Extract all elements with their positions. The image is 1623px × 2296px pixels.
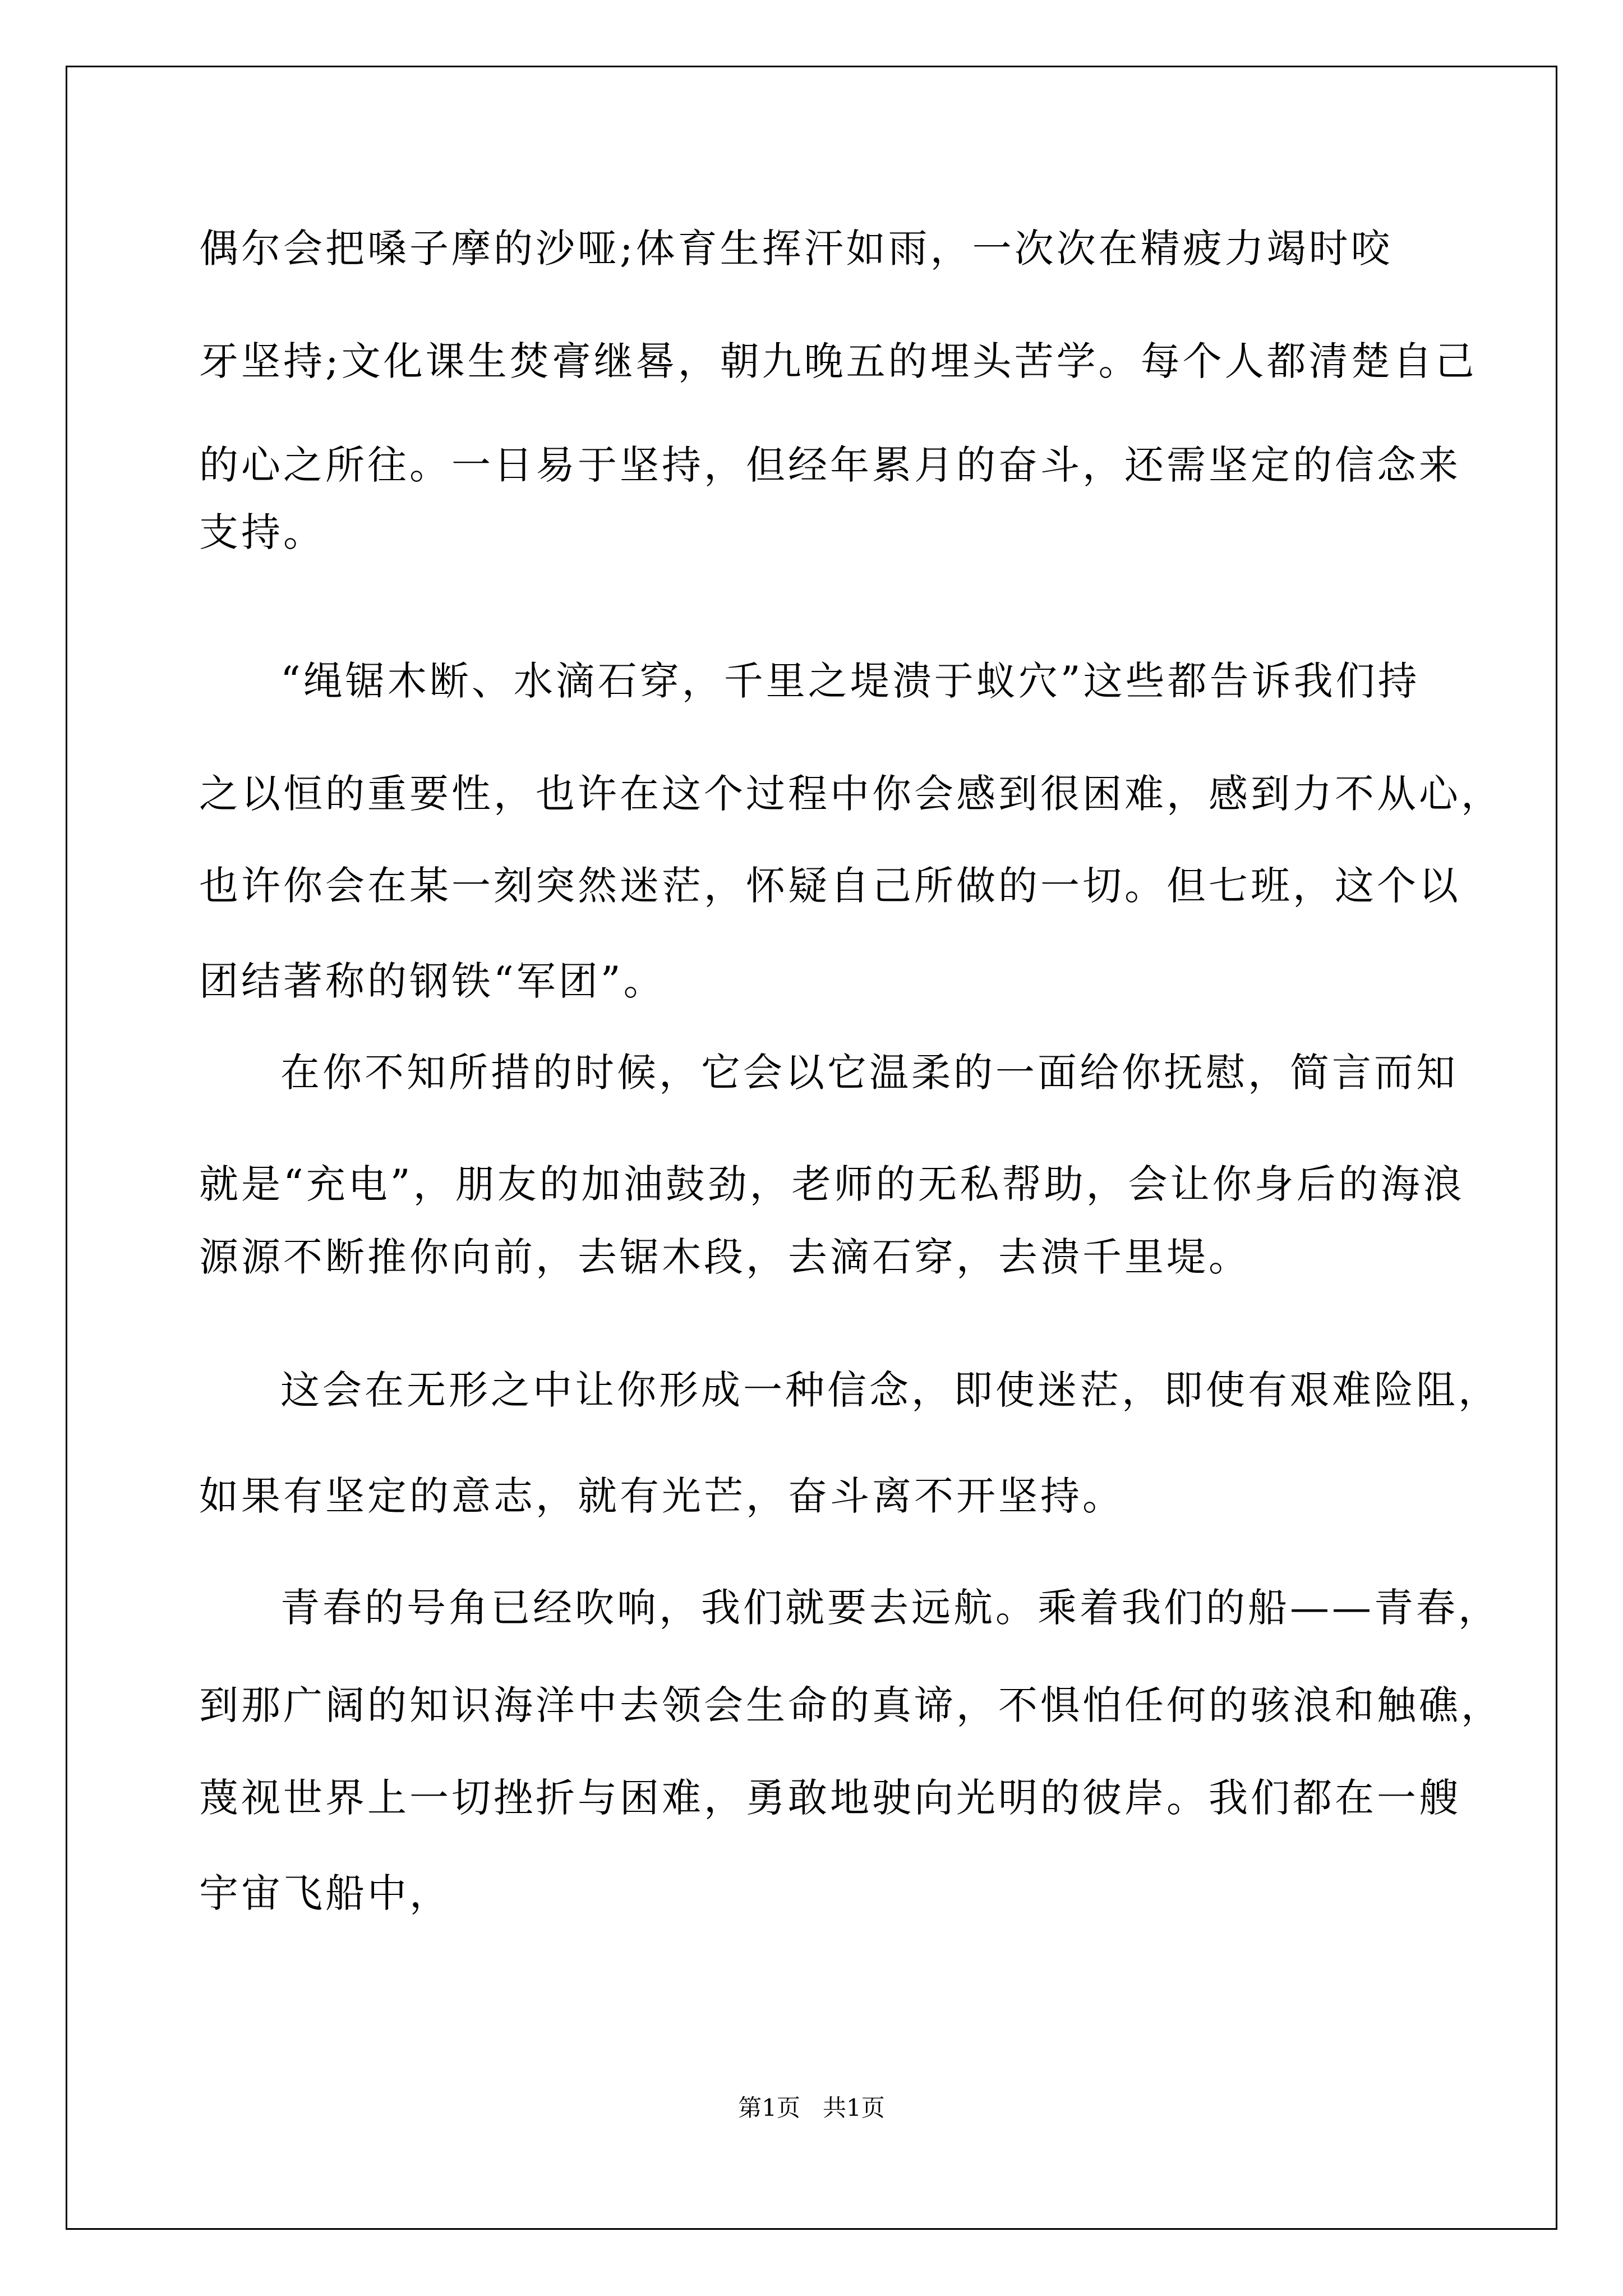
paragraph-3-line-2: 就是“充电”，朋友的加油鼓劲，老师的无私帮助，会让你身后的海浪 [199,1161,1465,1207]
page-number-footer: 第1页 共1页 [738,2094,885,2122]
paragraph-5-line-3: 蔑视世界上一切挫折与困难，勇敢地驶向光明的彼岸。我们都在一艘 [199,1775,1461,1821]
paragraph-1-line-1: 偶尔会把嗓子摩的沙哑;体育生挥汗如雨，一次次在精疲力竭时咬 [199,226,1393,272]
paragraph-2-line-3: 也许你会在某一刻突然迷茫，怀疑自己所做的一切。但七班，这个以 [199,863,1461,909]
paragraph-3-line-1: 在你不知所措的时候，它会以它温柔的一面给你抚慰，简言而知 [280,1050,1458,1096]
paragraph-4-line-2: 如果有坚定的意志，就有光芒，奋斗离不开坚持。 [199,1473,1124,1519]
paragraph-3-line-3: 源源不断推你向前，去锯木段，去滴石穿，去溃千里堤。 [199,1234,1251,1280]
paragraph-2-line-1: “绳锯木断、水滴石穿，千里之堤溃于蚁穴”这些都告诉我们持 [280,658,1420,704]
paragraph-5-line-1: 青春的号角已经吹响，我们就要去远航。乘着我们的船——青春， [280,1585,1500,1631]
paragraph-5-line-4: 宇宙飞船中， [199,1870,451,1916]
paragraph-2-line-2: 之以恒的重要性，也许在这个过程中你会感到很困难，感到力不从心， [199,771,1503,817]
paragraph-1-line-4: 支持。 [199,509,325,555]
paragraph-4-line-1: 这会在无形之中让你形成一种信念，即使迷茫，即使有艰难险阻， [280,1367,1500,1413]
paragraph-1-line-3: 的心之所往。一日易于坚持，但经年累月的奋斗，还需坚定的信念来 [199,442,1461,488]
paragraph-5-line-2: 到那广阔的知识海洋中去领会生命的真谛，不惧怕任何的骇浪和触礁， [199,1682,1503,1728]
paragraph-2-line-4: 团结著称的钢铁“军团”。 [199,958,666,1004]
paragraph-1-line-2: 牙坚持;文化课生焚膏继晷，朝九晚五的埋头苦学。每个人都清楚自己 [199,338,1477,384]
